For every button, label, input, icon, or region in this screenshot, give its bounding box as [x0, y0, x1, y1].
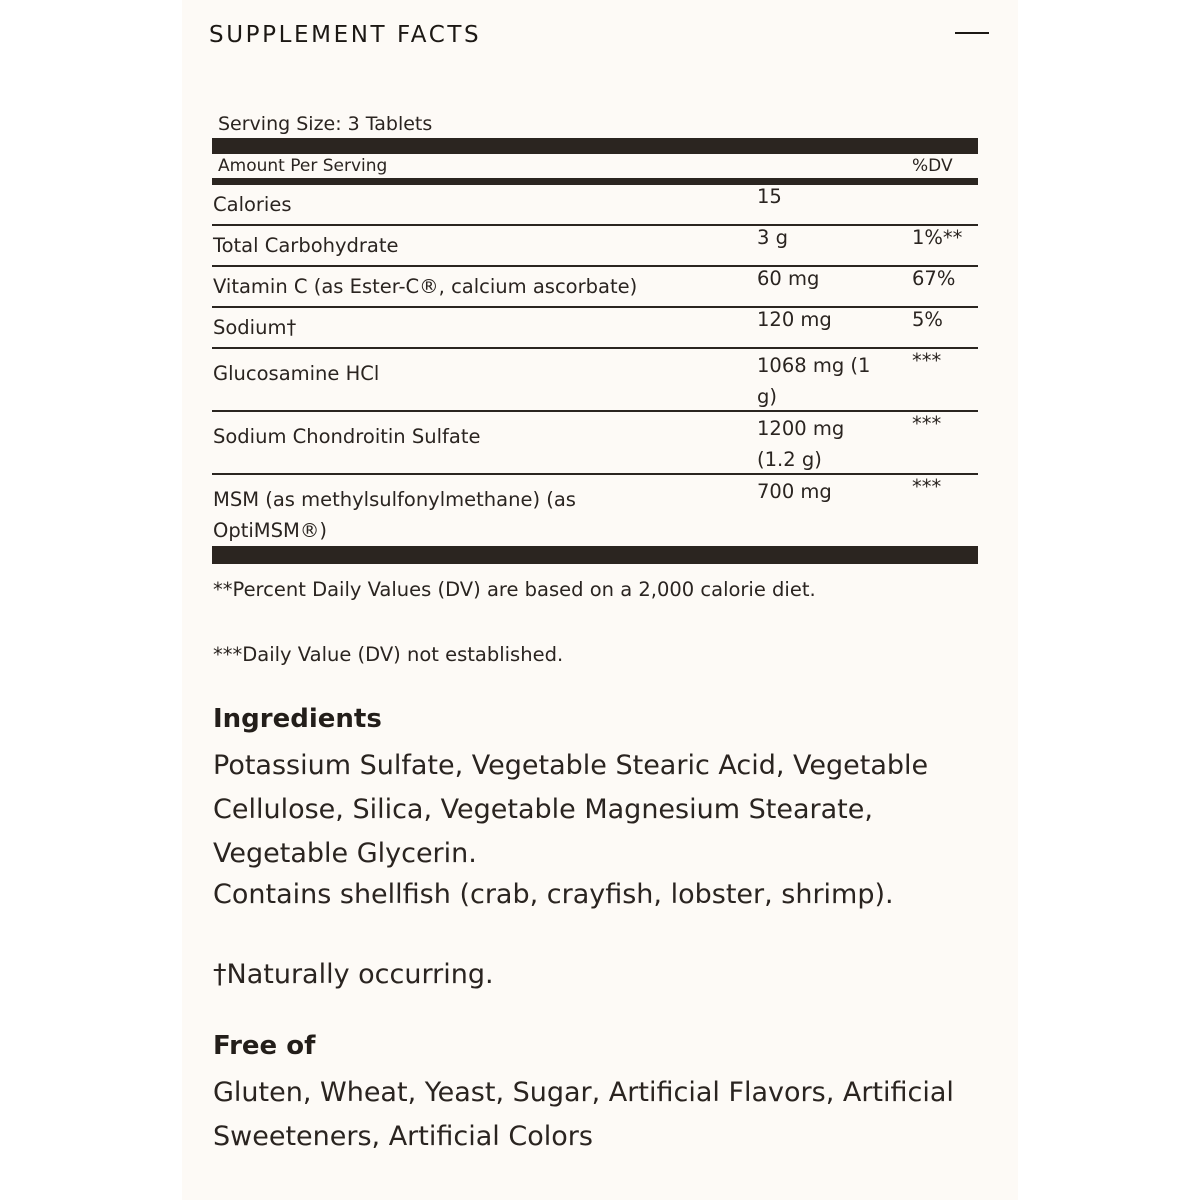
nutrient-name: Sodium† [213, 316, 297, 339]
supplement-facts-header[interactable] [209, 20, 989, 54]
nutrient-dv: 67% [912, 267, 956, 290]
ingredients-text [213, 744, 993, 917]
nutrient-name: MSM (as methylsulfonylmethane) (as OptiMSM®) [213, 488, 576, 542]
dv-column-header: %DV [912, 156, 953, 176]
nutrient-amount: 15 [757, 185, 782, 208]
table-row [212, 267, 978, 308]
supplement-facts-table [212, 110, 978, 564]
nutrient-amount: 1068 mg (1 g) [757, 354, 871, 408]
nutrient-name: Calories [213, 193, 292, 216]
nutrient-dv: 1%** [912, 226, 963, 249]
minus-icon [955, 32, 989, 34]
nutrient-name: Vitamin C (as Ester-C®, calcium ascorbate) [213, 275, 638, 298]
table-row [212, 412, 978, 475]
nutrient-name: Glucosamine HCl [213, 362, 380, 385]
allergen-statement: Contains shellfish (crab, crayfish, lobster, shrimp). [213, 879, 894, 910]
section-heading: SUPPLEMENT FACTS [209, 22, 482, 48]
nutrient-amount: 60 mg [757, 267, 820, 290]
nutrient-dv: *** [912, 475, 942, 498]
table-row [212, 226, 978, 267]
nutrient-dv: *** [912, 349, 942, 372]
footnote-percent-dv: **Percent Daily Values (DV) are based on a 2,000 calorie diet. [213, 578, 816, 601]
nutrient-dv: 5% [912, 308, 943, 331]
nutrient-amount: 120 mg [757, 308, 832, 331]
ingredients-list: Potassium Sulfate, Vegetable Stearic Acid, Vegetable Cellulose, Silica, Vegetable Magnesium Stearate, Vegetable Glycerin. [213, 750, 929, 869]
nutrient-amount: 1200 mg (1.2 g) [757, 417, 845, 471]
amount-per-serving-label: Amount Per Serving [218, 156, 388, 176]
table-row [212, 349, 978, 412]
divider-thick [212, 138, 978, 154]
footnote-dv-not-established: ***Daily Value (DV) not established. [213, 643, 564, 666]
nutrient-dv: *** [912, 412, 942, 435]
nutrient-amount: 700 mg [757, 480, 832, 503]
divider-thick [212, 548, 978, 564]
naturally-occurring-note: †Naturally occurring. [213, 959, 494, 990]
serving-size: Serving Size: 3 Tablets [218, 113, 433, 135]
table-row [212, 308, 978, 349]
free-of-text: Gluten, Wheat, Yeast, Sugar, Artificial Flavors, Artificial Sweeteners, Artificial Colors [213, 1077, 954, 1152]
table-row [212, 185, 978, 226]
ingredients-title: Ingredients [213, 704, 382, 734]
collapse-toggle[interactable] [955, 20, 989, 48]
free-of-title: Free of [213, 1031, 316, 1061]
nutrient-amount: 3 g [757, 226, 788, 249]
table-row [212, 475, 978, 548]
nutrient-name: Total Carbohydrate [213, 234, 399, 257]
nutrient-name: Sodium Chondroitin Sulfate [213, 425, 481, 448]
